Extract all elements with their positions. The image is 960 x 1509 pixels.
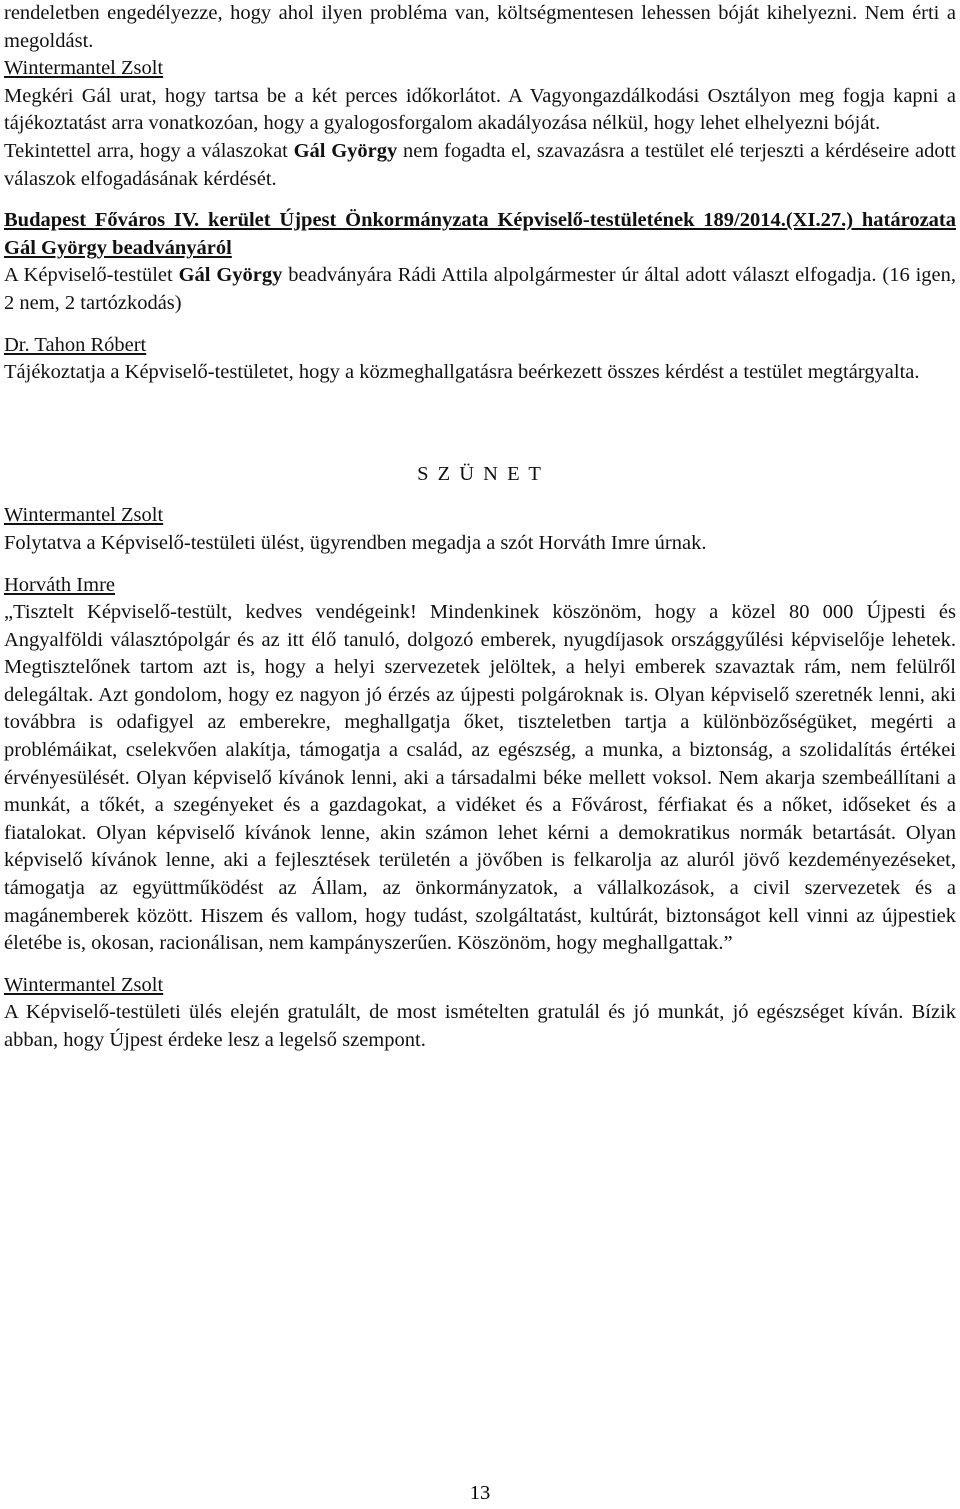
speech-tahon: Tájékoztatja a Képviselő-testületet, hogy a közmeghallgatásra beérkezett összes kérdést a testület megtárgyalta. [4,361,920,384]
speech-horvath: „Tisztelt Képviselő-testült, kedves vendégeink! Mindenkinek köszönöm, hogy a közel 80 000 Újpesti és Angyalföldi választópolgár és az itt élő tanuló, dolgozó emberek, nyugdíjasok országgyűlési képviselője lehetek. Megtisztelőnek tartom azt is, hogy a helyi szervezetek jelöltek, a helyi emberek szavaztak rám, nem felülről delegáltak. Azt gondolom, hogy ez nagyon jó érzés az újpesti polgároknak is. Olyan képviselő szeretnék lenni, aki továbbra is odafigyel az emberekre, meghallgatja őket, tiszteletben tartja a különbözőségüket, megérti a problémáikat, cselekvően alakítja, támogatja a család, az egészség, a munka, a biztonság, a szolidalítás értékei érvényesülését. Olyan képviselő kívánok lenni, aki a társadalmi béke mellett voksol. Nem akarja szembeállítani a munkát, a tőkét, a szegényeket és a gazdagokat, a vidéket és a Fővárost, férfiakat és a nőket, időseket és a fiatalokat. Olyan képviselő kívánok lenne, akin számon lehet kérni a demokratikus normák betartását. Olyan képviselő kívánok lenne, aki a fejlesztések területén a jövőben is felkarolja az aluról jövő kezdeményezéseket, támogatja az együttműködést az Állam, az önkormányzatok, a vállalkozások, a civil szervezetek és a magánemberek között. Hiszem és vallom, hogy tudást, szolgáltatást, kultúrát, biztonságot kell vinni az újpestiek életébe is, okosan, racionálisan, nem kampányszerűen. Köszönöm, hogy meghallgattak.” [4,601,956,955]
speech-wintermantel-1: Megkéri Gál urat, hogy tartsa be a két perces időkorlátot. A Vagyongazdálkodási Osztályon meg fogja kapni a tájékoztatást arra vonatkozóan, hogy a gyalogosforgalom akadályozása nélkül, hogy lehet elhelyezni bóját. [4,84,956,135]
page-number: 13 [469,1482,491,1504]
speech-wintermantel-1-vote [4,138,956,193]
resolution-title: Budapest Főváros IV. kerület Újpest Önkormányzata Képviselő-testületének 189/2014.(XI.27.) határozata Gál György beadványáról [4,209,956,259]
text-fragment: beadványára Rádi Attila alpolgármester úr által adott választ elfogadja. (16 igen, 2 nem, 2 tartózkodás) [4,264,956,314]
break-heading: S Z Ü N E T [417,462,543,485]
name-gal-gyorgy: Gál György [293,139,398,162]
text-fragment: nem fogadta el, szavazásra a testület elé terjeszti a kérdéseire adott válaszok elfogadásának kérdését. [4,139,956,190]
speaker-tahon: Dr. Tahon Róbert [4,333,147,356]
document-page [4,0,956,1055]
paragraph-intro: rendeletben engedélyezze, hogy ahol ilyen probléma van, költségmentesen lehessen bóját kihelyezni. Nem érti a megoldást. [4,2,956,52]
speaker-wintermantel-3: Wintermantel Zsolt [4,973,164,996]
text-fragment: A Képviselő-testület [4,264,179,287]
speaker-horvath: Horváth Imre [4,573,115,596]
speaker-wintermantel-1: Wintermantel Zsolt [4,57,164,80]
name-gal-gyorgy: Gál György [178,264,283,287]
speech-wintermantel-2: Folytatva a Képviselő-testületi ülést, ügyrendben megadja a szót Horváth Imre úrnak. [4,531,707,554]
speech-wintermantel-3: A Képviselő-testületi ülés elején gratulált, de most ismételten gratulál és jó munkát, jó egészséget kíván. Bízik abban, hogy Újpest érdeke lesz a legelső szempont. [4,1001,956,1051]
resolution-text [4,262,956,317]
speaker-wintermantel-2: Wintermantel Zsolt [4,504,164,527]
text-fragment: Tekintettel arra, hogy a válaszokat [4,139,294,162]
